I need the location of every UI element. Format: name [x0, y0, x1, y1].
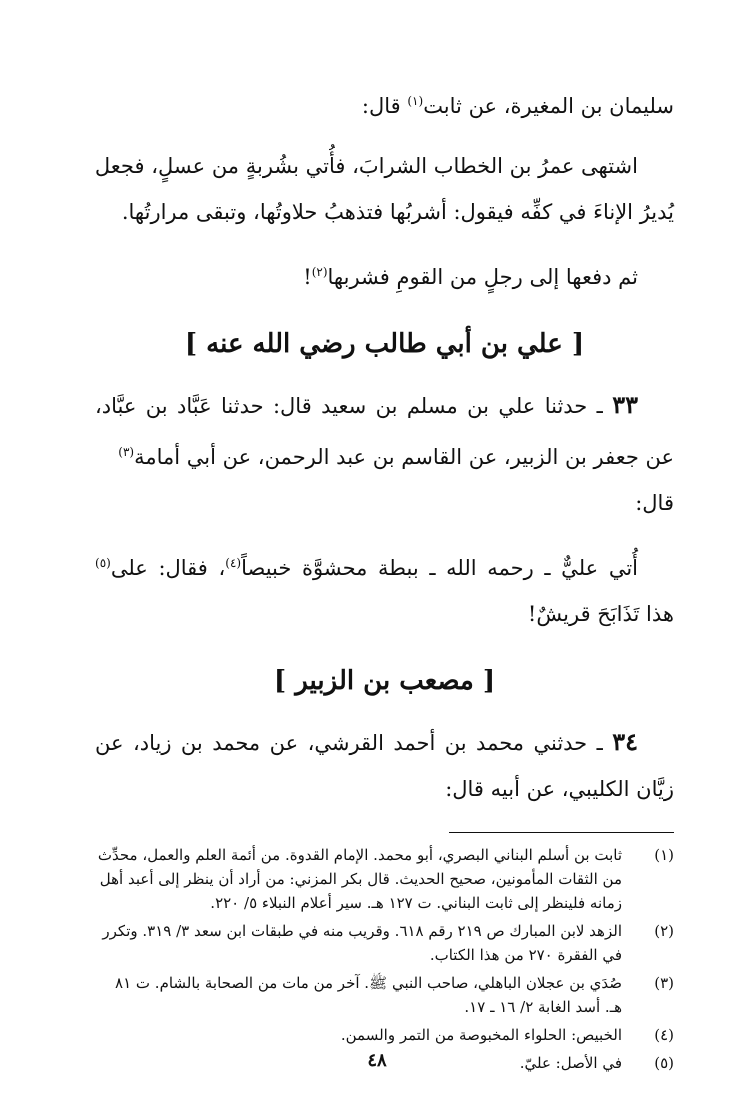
- text-line-3: يُديرُ الإناءَ في كفِّه فيقول: أشربُها فتذهبُ حلاوتُها، وتبقى مرارتُها.: [121, 200, 674, 224]
- page-number: ٤٨: [367, 1050, 387, 1071]
- text-line-5: [95, 382, 674, 429]
- line-text: سليمان بن المغيرة، عن ثابت: [423, 94, 674, 118]
- footnote-ref-3: (٣): [118, 445, 135, 459]
- line-text: ـ حدثنا علي بن مسلم بن سعيد قال: حدثنا عَبَّاد بن عبَّاد،: [95, 394, 613, 418]
- footnote-number: (٥): [654, 1054, 674, 1072]
- line-text: ـ حدثني محمد بن أحمد القرشي، عن محمد بن زياد، عن: [95, 731, 613, 755]
- footnote-ref-5: (٥): [95, 556, 111, 570]
- text-line-9: هذا تَذَابَحَ قريشٌ!: [527, 602, 674, 626]
- footnote-ref-2: (٢): [311, 265, 328, 279]
- line-text: أُتي عليٌّ ـ رحمه الله ـ ببطة محشوَّة خبيصاً: [241, 556, 638, 580]
- line-text: ، فقال: على: [110, 556, 226, 580]
- line-text: ثم دفعها إلى رجلٍ من القومِ فشربها: [327, 265, 638, 289]
- text-line-11: زيَّان الكليبي، عن أبيه قال:: [445, 777, 674, 801]
- footnote-text: في الأصل: عليّ.: [519, 1054, 622, 1072]
- footnote-text: الزهد لابن المبارك ص ٢١٩ رقم ٦١٨. وقريب منه في طبقات ابن سعد ٣/ ٣١٩. وتكرر في الفقرة ٢٧٠ من هذا الكتاب.: [102, 922, 622, 964]
- text-line-7: قال:: [635, 491, 674, 515]
- footnote-1: [95, 843, 674, 915]
- footnote-ref-4: (٤): [225, 556, 242, 570]
- book-page: [95, 78, 674, 1113]
- footnote-number: (٢): [654, 922, 674, 940]
- entry-number-34: ٣٤: [612, 727, 638, 756]
- text-line-10: [95, 719, 674, 766]
- section-heading-ali: [ علي بن أبي طالب رضي الله عنه ]: [184, 329, 585, 359]
- line-text: !: [303, 265, 312, 289]
- footnotes: [95, 843, 674, 1075]
- footnote-number: (٤): [654, 1026, 674, 1044]
- footnote-text: الخبيص: الحلواء المخبوصة من التمر والسمن.: [340, 1026, 622, 1044]
- text-line-6: [95, 429, 674, 480]
- footnote-text: ثابت بن أسلم البناني البصري، أبو محمد. الإمام القدوة. من أئمة العلم والعمل، محدِّث من الثقات المأمونين، صحيح الحديث. قال بكر المزني: من أراد أن ينظر إلى أعبد أهل زمانه فلينظر إلى ثابت البناني. ت ١٢٧ هـ. سير أعلام النبلاء ٥/ ٢٢٠.: [97, 846, 622, 912]
- section-heading-musab: [ مصعب بن الزبير ]: [273, 666, 496, 696]
- footnote-text: صُدَي بن عجلان الباهلي، صاحب النبي ﷺ. آخر من مات من الصحابة بالشام. ت ٨١ هـ. أسد الغابة ٢/ ١٦ ـ ١٧.: [115, 974, 622, 1016]
- footnote-number: (١): [654, 846, 674, 864]
- line-text: قال:: [361, 94, 408, 118]
- footnote-3: [95, 971, 674, 1019]
- footnote-divider: [449, 832, 674, 833]
- footnote-4: [95, 1023, 674, 1047]
- line-text: عن جعفر بن الزبير، عن القاسم بن عبد الرحمن، عن أبي أمامة: [134, 445, 674, 469]
- footnote-2: [95, 919, 674, 967]
- text-line-2: اشتهى عمرُ بن الخطاب الشرابَ، فأُتي بشُربةٍ من عسلٍ، فجعل: [94, 154, 638, 178]
- footnote-number: (٣): [654, 974, 674, 992]
- entry-number-33: ٣٣: [612, 390, 638, 419]
- footnote-ref-1: (١): [407, 94, 424, 108]
- text-line-1: [95, 78, 674, 129]
- text-line-8: [95, 540, 674, 591]
- text-line-4: [95, 249, 674, 300]
